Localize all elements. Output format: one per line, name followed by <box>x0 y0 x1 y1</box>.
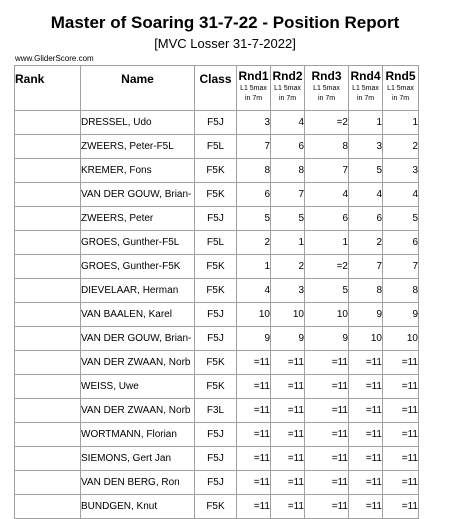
class-cell: F5K <box>195 375 237 399</box>
table-row <box>15 279 419 303</box>
round-4-position-cell: 7 <box>349 255 383 279</box>
round-5-position-cell: =11 <box>383 423 419 447</box>
rank-cell <box>15 471 81 495</box>
round-5-position-cell: =11 <box>383 351 419 375</box>
class-cell: F5K <box>195 495 237 519</box>
class-cell: F5J <box>195 471 237 495</box>
rank-cell <box>15 207 81 231</box>
pilot-name-cell: GROES, Gunther-F5K <box>81 255 195 279</box>
rank-cell <box>15 135 81 159</box>
class-cell: F5K <box>195 183 237 207</box>
position-report-table <box>14 65 419 519</box>
pilot-name-cell: WORTMANN, Florian <box>81 423 195 447</box>
round-time: in 7m <box>317 95 336 102</box>
round-4-position-cell: =11 <box>349 495 383 519</box>
table-row <box>15 447 419 471</box>
round-5-position-cell: 3 <box>383 159 419 183</box>
round-3-position-cell: =11 <box>305 471 349 495</box>
round-3-position-cell: 4 <box>305 183 349 207</box>
header-row <box>15 66 419 111</box>
round-2-position-cell: 8 <box>271 159 305 183</box>
round-5-position-cell: =11 <box>383 399 419 423</box>
round-5-position-cell: =11 <box>383 375 419 399</box>
pilot-name-cell: BUNDGEN, Knut <box>81 495 195 519</box>
round-3-position-cell: 7 <box>305 159 349 183</box>
round-1-position-cell: =11 <box>237 471 271 495</box>
round-4-position-cell: =11 <box>349 375 383 399</box>
rank-cell <box>15 303 81 327</box>
round-3-position-cell: =11 <box>305 423 349 447</box>
class-cell: F5L <box>195 231 237 255</box>
table-row <box>15 327 419 351</box>
round-2-position-cell: 1 <box>271 231 305 255</box>
report-body <box>15 111 419 519</box>
round-1-position-cell: 1 <box>237 255 271 279</box>
round-3-position-cell: 1 <box>305 231 349 255</box>
table-row <box>15 183 419 207</box>
round-3-position-cell: =2 <box>305 111 349 135</box>
round-3-position-cell: 9 <box>305 327 349 351</box>
round-4-position-cell: 8 <box>349 279 383 303</box>
round-time: in 7m <box>244 95 263 102</box>
round-4-position-cell: =11 <box>349 399 383 423</box>
class-cell: F5J <box>195 111 237 135</box>
round-2-position-cell: =11 <box>271 471 305 495</box>
round-5-position-cell: 9 <box>383 303 419 327</box>
round-5-position-cell: 5 <box>383 207 419 231</box>
rank-cell <box>15 279 81 303</box>
round-2-position-cell: 6 <box>271 135 305 159</box>
rank-cell <box>15 399 81 423</box>
round-2-position-cell: =11 <box>271 399 305 423</box>
round-4-position-cell: 3 <box>349 135 383 159</box>
round-3-position-cell: =2 <box>305 255 349 279</box>
rank-cell <box>15 351 81 375</box>
rank-cell <box>15 447 81 471</box>
round-2-position-cell: 4 <box>271 111 305 135</box>
table-row <box>15 471 419 495</box>
rank-cell <box>15 183 81 207</box>
round-label: Rnd2 <box>272 69 303 83</box>
pilot-name-cell: VAN BAALEN, Karel <box>81 303 195 327</box>
round-5-position-cell: 1 <box>383 111 419 135</box>
round-1-position-cell: 3 <box>237 111 271 135</box>
column-header-rnd1 <box>237 66 271 111</box>
rank-cell <box>15 495 81 519</box>
column-header-rank: Rank <box>15 66 81 111</box>
pilot-name-cell: ZWEERS, Peter-F5L <box>81 135 195 159</box>
pilot-name-cell: VAN DEN BERG, Ron <box>81 471 195 495</box>
round-task: L1 5max <box>274 85 301 92</box>
column-header-rnd4 <box>349 66 383 111</box>
round-3-position-cell: 5 <box>305 279 349 303</box>
table-row <box>15 351 419 375</box>
table-row <box>15 111 419 135</box>
round-4-position-cell: 2 <box>349 231 383 255</box>
pilot-name-cell: VAN DER ZWAAN, Norb <box>81 399 195 423</box>
round-1-position-cell: 9 <box>237 327 271 351</box>
round-3-position-cell: 8 <box>305 135 349 159</box>
round-3-position-cell: 6 <box>305 207 349 231</box>
class-cell: F5K <box>195 159 237 183</box>
site-credit: www.GliderScore.com <box>15 54 94 63</box>
column-header-class: Class <box>195 66 237 111</box>
table-row <box>15 303 419 327</box>
round-2-position-cell: =11 <box>271 495 305 519</box>
pilot-name-cell: KREMER, Fons <box>81 159 195 183</box>
round-5-position-cell: 7 <box>383 255 419 279</box>
round-label: Rnd5 <box>385 69 416 83</box>
pilot-name-cell: VAN DER GOUW, Brian- <box>81 327 195 351</box>
round-3-position-cell: =11 <box>305 375 349 399</box>
round-1-position-cell: =11 <box>237 375 271 399</box>
round-4-position-cell: =11 <box>349 351 383 375</box>
round-1-position-cell: 2 <box>237 231 271 255</box>
round-4-position-cell: 1 <box>349 111 383 135</box>
round-3-position-cell: =11 <box>305 351 349 375</box>
column-header-rnd2 <box>271 66 305 111</box>
pilot-name-cell: SIEMONS, Gert Jan <box>81 447 195 471</box>
round-2-position-cell: 7 <box>271 183 305 207</box>
round-4-position-cell: 6 <box>349 207 383 231</box>
pilot-name-cell: ZWEERS, Peter <box>81 207 195 231</box>
round-5-position-cell: 10 <box>383 327 419 351</box>
round-2-position-cell: 10 <box>271 303 305 327</box>
report-title: Master of Soaring 31-7-22 - Position Report <box>50 13 400 32</box>
round-2-position-cell: 9 <box>271 327 305 351</box>
table-row <box>15 495 419 519</box>
round-time: in 7m <box>356 95 375 102</box>
round-1-position-cell: 8 <box>237 159 271 183</box>
round-5-position-cell: 6 <box>383 231 419 255</box>
round-4-position-cell: 4 <box>349 183 383 207</box>
round-5-position-cell: =11 <box>383 471 419 495</box>
round-time: in 7m <box>278 95 297 102</box>
round-task: L1 5max <box>240 85 267 92</box>
round-3-position-cell: =11 <box>305 399 349 423</box>
round-3-position-cell: =11 <box>305 447 349 471</box>
round-1-position-cell: 7 <box>237 135 271 159</box>
round-1-position-cell: =11 <box>237 399 271 423</box>
table-row <box>15 423 419 447</box>
round-2-position-cell: 2 <box>271 255 305 279</box>
round-label: Rnd1 <box>238 69 269 83</box>
round-time: in 7m <box>391 95 410 102</box>
rank-cell <box>15 423 81 447</box>
rank-cell <box>15 231 81 255</box>
pilot-name-cell: DIEVELAAR, Herman <box>81 279 195 303</box>
rank-cell <box>15 255 81 279</box>
report-subtitle: [MVC Losser 31-7-2022] <box>154 36 296 51</box>
round-4-position-cell: 9 <box>349 303 383 327</box>
column-header-name: Name <box>81 66 195 111</box>
column-header-rnd5 <box>383 66 419 111</box>
class-cell: F5K <box>195 255 237 279</box>
table-row <box>15 207 419 231</box>
round-1-position-cell: 4 <box>237 279 271 303</box>
class-cell: F5J <box>195 303 237 327</box>
round-4-position-cell: 5 <box>349 159 383 183</box>
round-2-position-cell: =11 <box>271 447 305 471</box>
round-1-position-cell: 5 <box>237 207 271 231</box>
class-cell: F5K <box>195 279 237 303</box>
round-2-position-cell: 5 <box>271 207 305 231</box>
round-task: L1 5max <box>313 85 340 92</box>
pilot-name-cell: VAN DER ZWAAN, Norb <box>81 351 195 375</box>
round-4-position-cell: =11 <box>349 447 383 471</box>
pilot-name-cell: GROES, Gunther-F5L <box>81 231 195 255</box>
round-3-position-cell: 10 <box>305 303 349 327</box>
round-1-position-cell: =11 <box>237 351 271 375</box>
rank-cell <box>15 159 81 183</box>
table-row <box>15 231 419 255</box>
pilot-name-cell: WEISS, Uwe <box>81 375 195 399</box>
table-row <box>15 135 419 159</box>
pilot-name-cell: DRESSEL, Udo <box>81 111 195 135</box>
pilot-name-cell: VAN DER GOUW, Brian- <box>81 183 195 207</box>
table-row <box>15 375 419 399</box>
class-cell: F5J <box>195 327 237 351</box>
round-task: L1 5max <box>352 85 379 92</box>
class-cell: F5L <box>195 135 237 159</box>
class-cell: F5J <box>195 207 237 231</box>
round-5-position-cell: =11 <box>383 447 419 471</box>
round-1-position-cell: 6 <box>237 183 271 207</box>
round-1-position-cell: =11 <box>237 447 271 471</box>
round-4-position-cell: =11 <box>349 423 383 447</box>
class-cell: F5J <box>195 447 237 471</box>
round-2-position-cell: =11 <box>271 351 305 375</box>
round-5-position-cell: 4 <box>383 183 419 207</box>
round-task: L1 5max <box>387 85 414 92</box>
round-5-position-cell: 2 <box>383 135 419 159</box>
round-1-position-cell: 10 <box>237 303 271 327</box>
round-1-position-cell: =11 <box>237 423 271 447</box>
class-cell: F3L <box>195 399 237 423</box>
rank-cell <box>15 327 81 351</box>
round-4-position-cell: 10 <box>349 327 383 351</box>
rank-cell <box>15 111 81 135</box>
table-row <box>15 255 419 279</box>
round-label: Rnd4 <box>350 69 381 83</box>
table-row <box>15 159 419 183</box>
round-4-position-cell: =11 <box>349 471 383 495</box>
round-5-position-cell: =11 <box>383 495 419 519</box>
round-2-position-cell: 3 <box>271 279 305 303</box>
round-5-position-cell: 8 <box>383 279 419 303</box>
class-cell: F5K <box>195 351 237 375</box>
rank-cell <box>15 375 81 399</box>
round-label: Rnd3 <box>311 69 342 83</box>
column-header-rnd3 <box>305 66 349 111</box>
round-2-position-cell: =11 <box>271 423 305 447</box>
round-2-position-cell: =11 <box>271 375 305 399</box>
round-1-position-cell: =11 <box>237 495 271 519</box>
class-cell: F5J <box>195 423 237 447</box>
round-3-position-cell: =11 <box>305 495 349 519</box>
table-row <box>15 399 419 423</box>
